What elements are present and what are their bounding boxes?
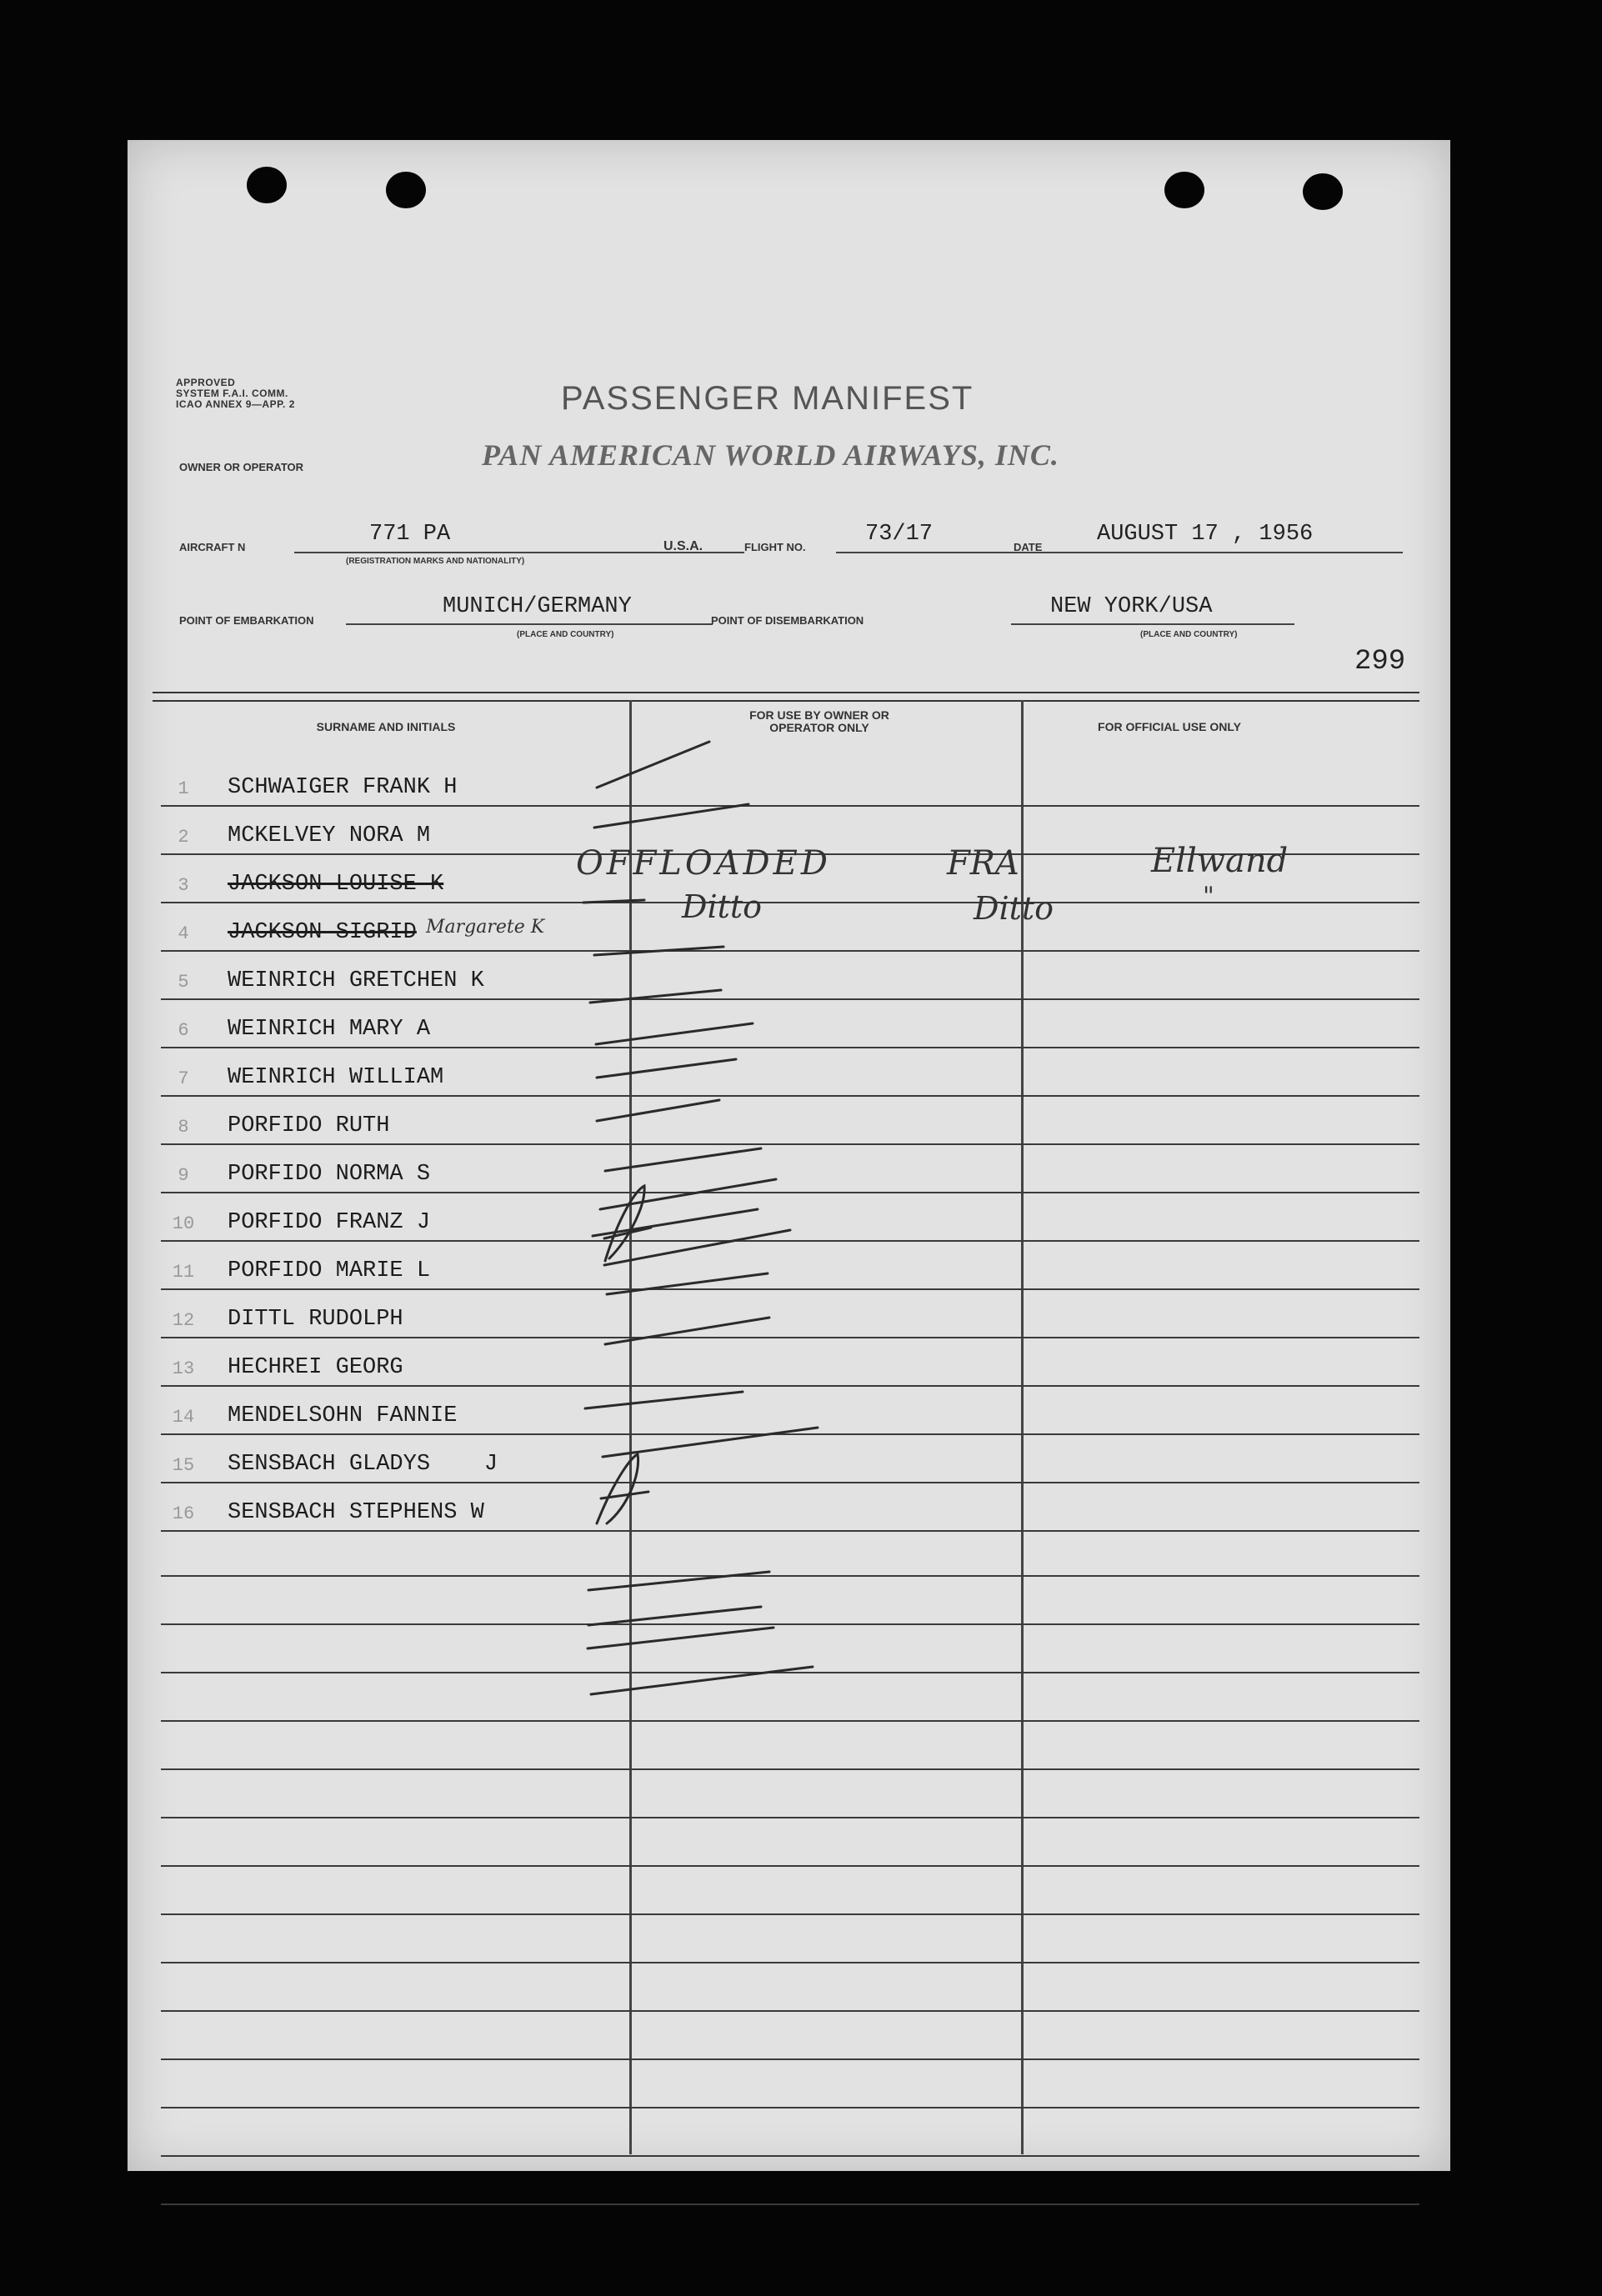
passenger-name: SCHWAIGER FRANK H	[228, 775, 458, 800]
usa-label: U.S.A.	[663, 539, 703, 553]
approval-line: APPROVED	[176, 377, 236, 388]
disembarkation-value: NEW YORK/USA	[1050, 594, 1213, 619]
row-number: 6	[178, 1020, 189, 1041]
passenger-name: PORFIDO RUTH	[228, 1113, 390, 1138]
disembarkation-label: POINT OF DISEMBARKATION	[711, 614, 864, 627]
flight-label: FLIGHT NO.	[744, 541, 806, 553]
handwritten-correction: Margarete K	[426, 917, 545, 938]
passenger-name: DITTL RUDOLPH	[228, 1307, 403, 1332]
table-row-rule	[161, 2203, 1419, 2205]
handwritten-signature: Ellwand	[1151, 842, 1289, 880]
row-number: 7	[178, 1068, 189, 1089]
row-number: 8	[178, 1117, 189, 1138]
passenger-name: PORFIDO NORMA S	[228, 1162, 431, 1187]
aircraft-label: AIRCRAFT N	[179, 541, 246, 553]
handwritten-offloaded: OFFLOADED	[576, 844, 831, 883]
passenger-name: JACKSON SIGRID	[228, 920, 417, 945]
row-number: 16	[172, 1503, 195, 1524]
approval-line: ICAO ANNEX 9—APP. 2	[176, 398, 295, 410]
manifest-title: PASSENGER MANIFEST	[561, 380, 974, 417]
column-header-operator: FOR USE BY OWNER OR OPERATOR ONLY	[749, 708, 889, 734]
passenger-name: JACKSON LOUISE K	[228, 872, 444, 897]
column-header-surname: SURNAME AND INITIALS	[316, 720, 456, 733]
airline-name: PAN AMERICAN WORLD AIRWAYS, INC.	[482, 438, 1059, 472]
handwritten-ditto-mark: "	[1203, 882, 1214, 911]
passenger-name: SENSBACH STEPHENS W	[228, 1500, 484, 1525]
row-number: 1	[178, 778, 189, 799]
column-header-official: FOR OFFICIAL USE ONLY	[1098, 720, 1241, 733]
date-label: DATE	[1014, 541, 1043, 553]
row-number: 2	[178, 827, 189, 848]
passenger-name: MCKELVEY NORA M	[228, 823, 431, 848]
passenger-name: WEINRICH WILLIAM	[228, 1065, 444, 1090]
row-number: 5	[178, 972, 189, 993]
embarkation-label: POINT OF EMBARKATION	[179, 614, 314, 627]
handwritten-ditto: Ditto	[682, 888, 763, 925]
embarkation-value: MUNICH/GERMANY	[443, 594, 632, 619]
passenger-name: PORFIDO MARIE L	[228, 1258, 431, 1283]
row-number: 4	[178, 923, 189, 944]
owner-label: OWNER OR OPERATOR	[179, 461, 304, 473]
approval-line: SYSTEM F.A.I. COMM.	[176, 388, 288, 399]
flight-value: 73/17	[865, 522, 934, 547]
passenger-name: PORFIDO FRANZ J	[228, 1210, 431, 1235]
disembarkation-caption: (PLACE AND COUNTRY)	[1140, 630, 1238, 639]
row-number: 15	[172, 1455, 195, 1476]
row-number: 13	[172, 1358, 195, 1379]
row-number: 11	[172, 1262, 195, 1283]
manifest-sheet	[128, 140, 1450, 2171]
row-number: 10	[172, 1213, 195, 1234]
registration-caption: (REGISTRATION MARKS AND NATIONALITY)	[346, 557, 525, 566]
passenger-name: WEINRICH GRETCHEN K	[228, 968, 484, 993]
handwritten-fra: FRA	[947, 844, 1019, 883]
aircraft-value: 771 PA	[369, 522, 451, 547]
row-number: 14	[172, 1407, 195, 1428]
page-number: 299	[1354, 646, 1406, 678]
passenger-name: HECHREI GEORG	[228, 1355, 403, 1380]
handwritten-checkmarks	[128, 140, 1450, 2171]
date-value: AUGUST 17 , 1956	[1097, 522, 1314, 547]
embarkation-caption: (PLACE AND COUNTRY)	[517, 630, 614, 639]
row-number: 12	[172, 1310, 195, 1331]
row-number: 3	[178, 875, 189, 896]
passenger-name: SENSBACH GLADYS J	[228, 1452, 498, 1477]
handwritten-ditto: Ditto	[974, 890, 1054, 927]
passenger-name: WEINRICH MARY A	[228, 1017, 431, 1042]
row-number: 9	[178, 1165, 189, 1186]
passenger-name: MENDELSOHN FANNIE	[228, 1403, 458, 1428]
